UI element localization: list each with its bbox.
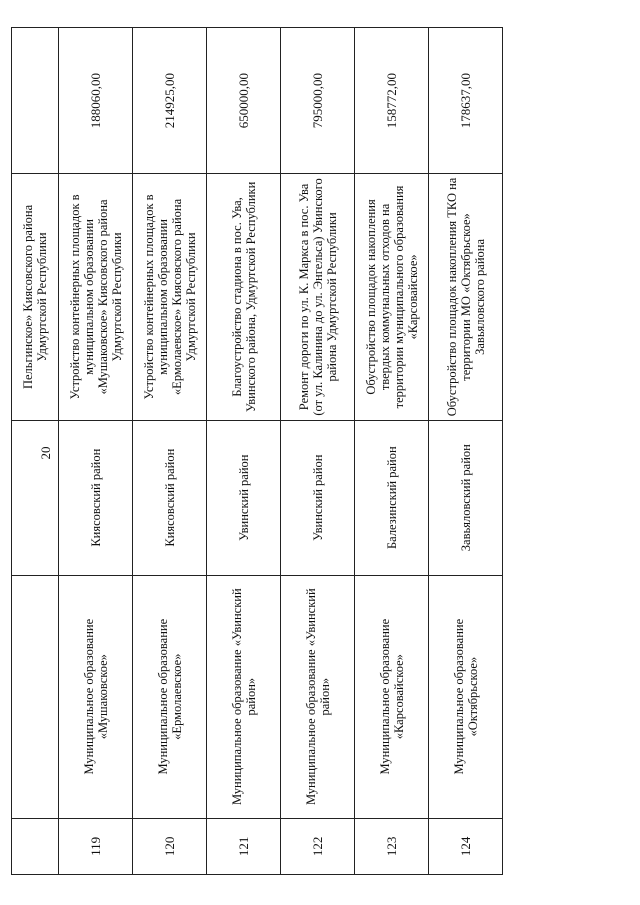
cell-district: Увинский район — [281, 420, 355, 575]
cell-amount: 214925,00 — [133, 28, 207, 174]
table-row — [281, 28, 355, 875]
cell-municipality: Муниципальное образование «Карсовайское» — [355, 575, 429, 818]
table-row — [59, 28, 133, 875]
cell-num: 119 — [59, 818, 133, 874]
cell-amount: 158772,00 — [355, 28, 429, 174]
cell-num: 122 — [281, 818, 355, 874]
cell-amount: 188060,00 — [59, 28, 133, 174]
rotated-table-container — [11, 27, 500, 875]
cell-project: Пельгинское» Киясовского района Удмуртской Республики — [12, 174, 59, 421]
cell-district — [12, 420, 59, 575]
table-row — [429, 28, 503, 875]
cell-district: Киясовский район — [133, 420, 207, 575]
cell-municipality: Муниципальное образование «Мушаковское» — [59, 575, 133, 818]
cell-district: Увинский район — [207, 420, 281, 575]
cell-amount: 650000,00 — [207, 28, 281, 174]
table-row-continuation — [12, 28, 59, 875]
cell-municipality — [12, 575, 59, 818]
cell-num: 120 — [133, 818, 207, 874]
table-row — [355, 28, 429, 875]
cell-project: Обустройство площадок накопления ТКО на территории МО «Октябрьское» Завьяловского района — [429, 174, 503, 421]
table-row — [133, 28, 207, 875]
projects-table — [11, 27, 503, 875]
table-row — [207, 28, 281, 875]
cell-district: Завьяловский район — [429, 420, 503, 575]
cell-num: 121 — [207, 818, 281, 874]
cell-municipality: Муниципальное образование «Ермолаевское» — [133, 575, 207, 818]
cell-amount — [12, 28, 59, 174]
cell-project: Устройство контейнерных площадок в муниципальном образовании «Ермолаевское» Киясовского района Удмуртской Республики — [133, 174, 207, 421]
cell-amount: 795000,00 — [281, 28, 355, 174]
cell-project: Ремонт дороги по ул. К. Маркса в пос. Ува (от ул. Калинина до ул. Энгельса) Увинского района Удмуртской Республики — [281, 174, 355, 421]
cell-amount: 178637,00 — [429, 28, 503, 174]
cell-municipality: Муниципальное образование «Увинский район» — [281, 575, 355, 818]
page-number: 20 — [38, 446, 53, 460]
cell-municipality: Муниципальное образование «Октябрьское» — [429, 575, 503, 818]
cell-district: Балезинский район — [355, 420, 429, 575]
cell-num: 124 — [429, 818, 503, 874]
cell-num — [12, 818, 59, 874]
cell-num: 123 — [355, 818, 429, 874]
cell-project: Обустройство площадок накопления твердых коммунальных отходов на территории муниципального образования «Карсовайское» — [355, 174, 429, 421]
cell-project: Устройство контейнерных площадок в муниципальном образовании «Мушаковское» Киясовского района Удмуртской Республики — [59, 174, 133, 421]
cell-project: Благоустройство стадиона в пос. Ува, Увинского района, Удмуртской Республики — [207, 174, 281, 421]
cell-municipality: Муниципальное образование «Увинский район» — [207, 575, 281, 818]
cell-district: Киясовский район — [59, 420, 133, 575]
